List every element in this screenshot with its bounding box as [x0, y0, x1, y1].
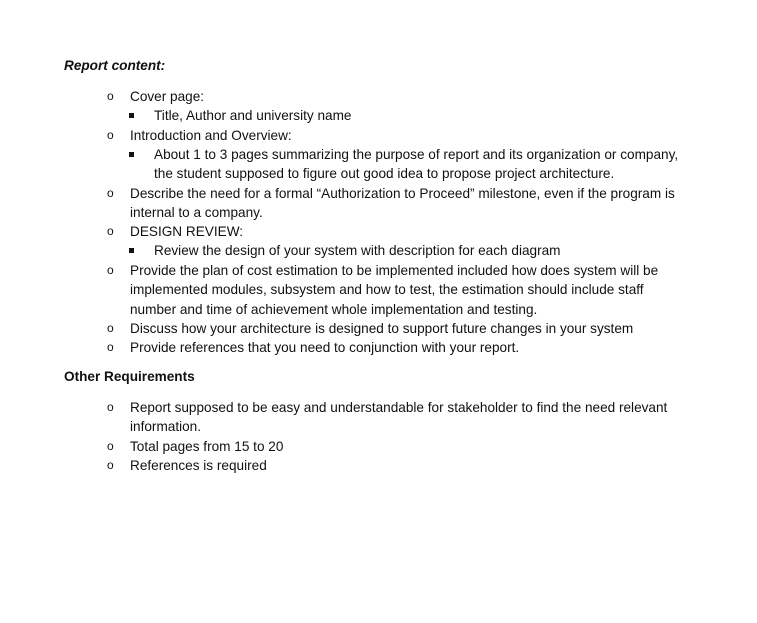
circle-bullet-icon: o: [107, 400, 114, 414]
sub-list-item: [154, 106, 694, 125]
circle-bullet-icon: o: [107, 340, 114, 354]
list-item-text: Cover page:: [130, 89, 205, 104]
circle-bullet-icon: o: [107, 263, 114, 277]
list-item-text: DESIGN REVIEW:: [130, 224, 244, 239]
list-item-text: Provide references that you need to conjunction with your report.: [130, 340, 520, 355]
list-item: [107, 87, 690, 106]
list-item: [107, 126, 690, 145]
list-item-text: Discuss how your architecture is designed to support future changes in your system: [130, 321, 634, 336]
circle-bullet-icon: o: [107, 321, 114, 335]
square-bullet-icon: [129, 248, 134, 253]
circle-bullet-icon: o: [107, 458, 114, 472]
square-bullet-icon: [129, 113, 134, 118]
list-item: [107, 184, 690, 223]
sub-list-item-text: Title, Author and university name: [154, 108, 352, 123]
list-item: [107, 437, 690, 456]
list-item-text: Describe the need for a formal “Authorization to Proceed” milestone, even if the program is internal to a company.: [130, 186, 675, 221]
list-item: [107, 338, 690, 357]
list-item-text: Report supposed to be easy and understandable for stakeholder to find the need relevant information.: [130, 400, 668, 435]
sub-list-item-text: About 1 to 3 pages summarizing the purpose of report and its organization or company, the student supposed to figure out good idea to propose project architecture.: [154, 147, 679, 182]
list-item-text: Provide the plan of cost estimation to be implemented included how does system will be implemented modules, subsystem and how to test, the estimation should include staff number and time of achievement whole implementation and testing.: [130, 263, 659, 317]
other-requirements-heading: Other Requirements: [64, 369, 195, 384]
report-content-heading: Report content:: [64, 58, 166, 73]
sub-list-item: [154, 145, 694, 184]
list-item-text: Total pages from 15 to 20: [130, 439, 284, 454]
circle-bullet-icon: o: [107, 439, 114, 453]
list-item: [107, 222, 690, 241]
circle-bullet-icon: o: [107, 224, 114, 238]
circle-bullet-icon: o: [107, 89, 114, 103]
list-item: [107, 261, 690, 319]
list-item: [107, 319, 690, 338]
circle-bullet-icon: o: [107, 128, 114, 142]
sub-list-item-text: Review the design of your system with description for each diagram: [154, 243, 561, 258]
list-item-text: References is required: [130, 458, 267, 473]
circle-bullet-icon: o: [107, 186, 114, 200]
square-bullet-icon: [129, 152, 134, 157]
list-item: [107, 456, 690, 475]
list-item: [107, 398, 690, 437]
sub-list-item: [154, 241, 694, 260]
list-item-text: Introduction and Overview:: [130, 128, 292, 143]
